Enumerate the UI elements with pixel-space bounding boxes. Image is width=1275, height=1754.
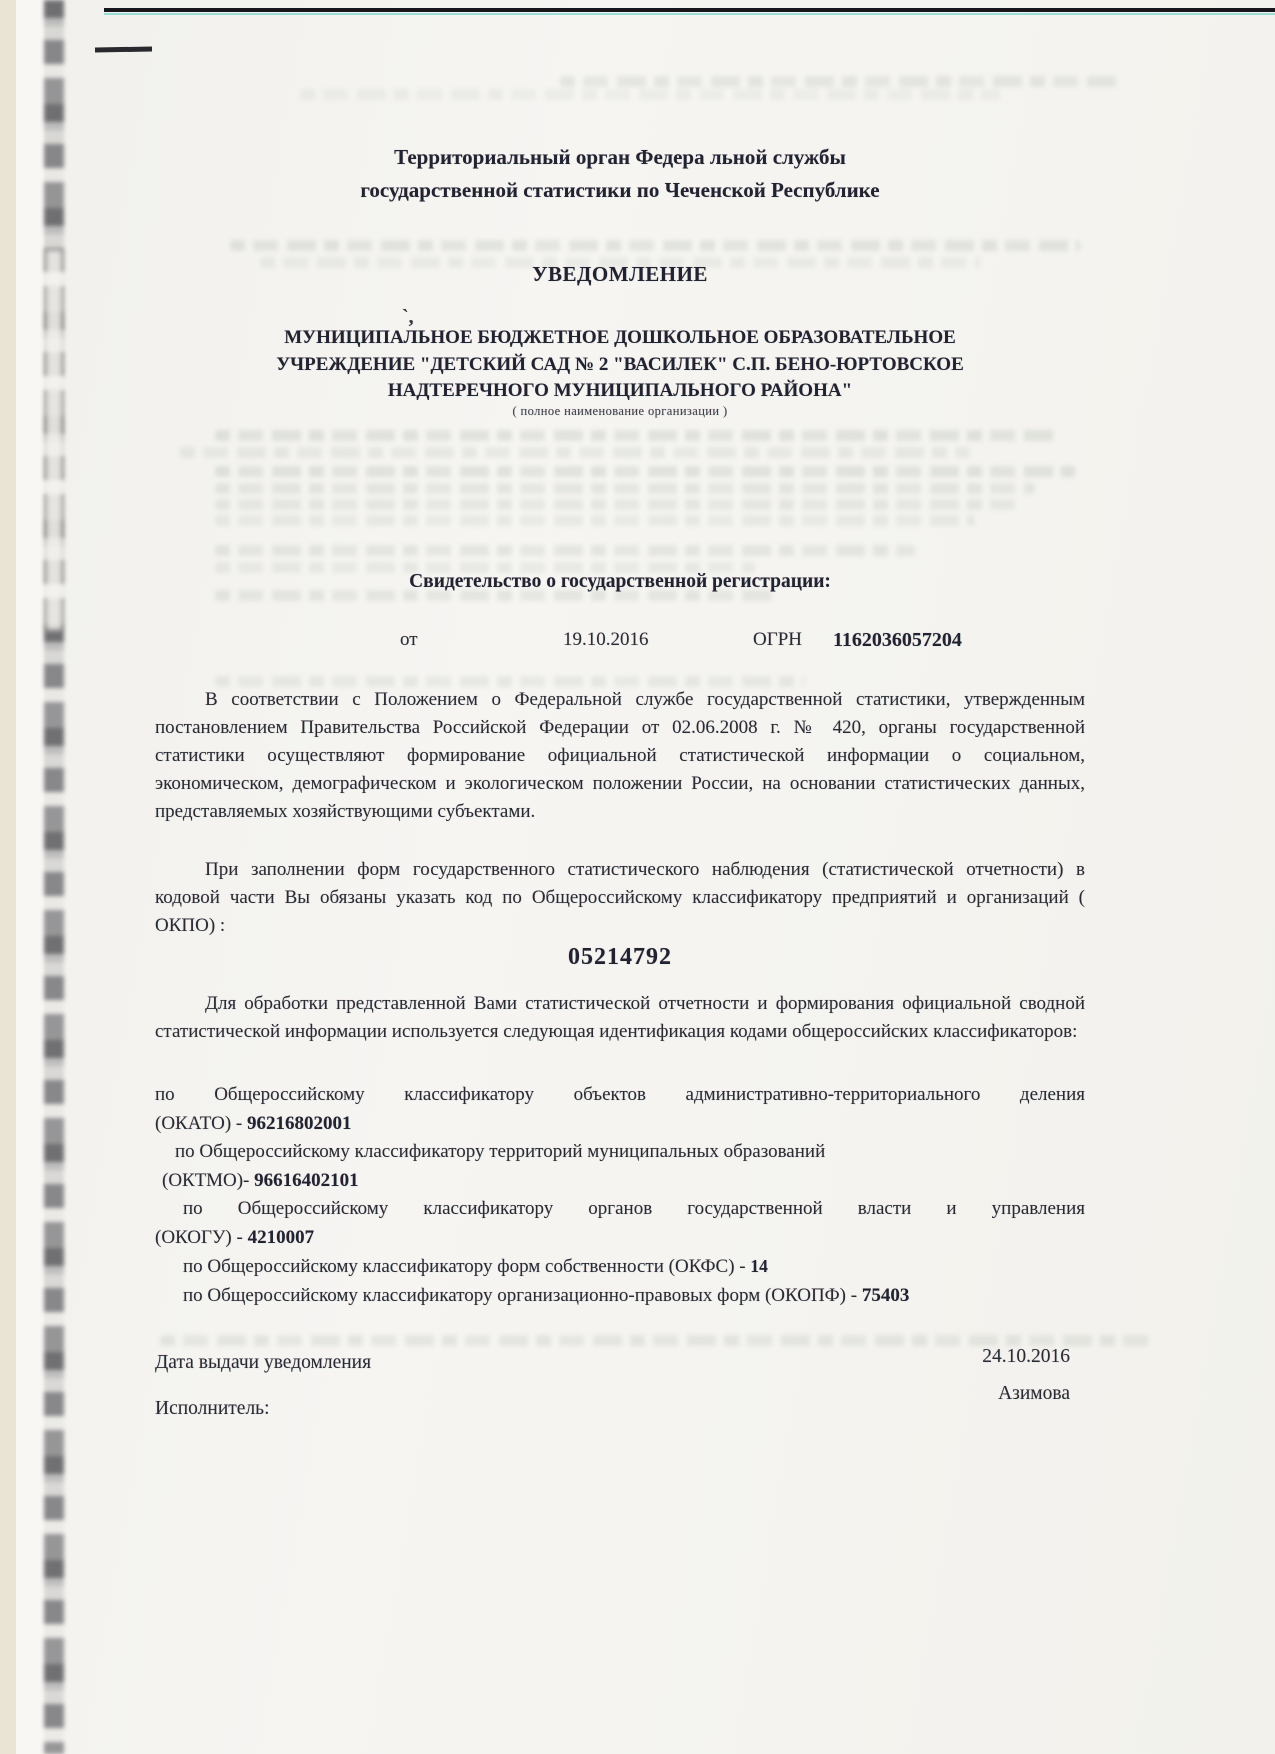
bleedthrough-line — [180, 447, 970, 458]
bleedthrough-line — [215, 466, 1075, 477]
bleedthrough-line — [215, 545, 915, 556]
classifier-okato-line2 — [155, 1110, 1085, 1139]
bleedthrough-line — [215, 499, 1015, 510]
paragraph-okpo-requirement: При заполнении форм государственного статистического наблюдения (статистической отчетности) в кодовой части Вы обязаны указать код по Общероссийскому классификатору предприятий и организаций ( ОКПО) : — [155, 859, 1085, 936]
document-title: УВЕДОМЛЕНИЕ — [532, 262, 708, 286]
bleedthrough-line — [215, 515, 975, 526]
bleedthrough-line — [160, 1335, 1150, 1346]
classifier-okfs-prefix: по Общероссийскому классификатору форм собственности (ОКФС) - — [183, 1256, 751, 1277]
classifier-okato-code: 96216802001 — [247, 1112, 352, 1134]
scan-top-edge-line — [104, 8, 1275, 12]
classifier-okopf-prefix: по Общероссийскому классификатору организационно-правовых форм (ОКОПФ) - — [183, 1284, 862, 1306]
recipient-name-line1: МУНИЦИПАЛЬНОЕ БЮДЖЕТНОЕ ДОШКОЛЬНОЕ ОБРАЗОВАТЕЛЬНОЕ — [284, 327, 956, 348]
registration-heading: Свидетельство о государственной регистрации: — [409, 571, 831, 592]
stray-ink-mark: `, — [402, 306, 414, 328]
classifier-okogu-code: 4210007 — [247, 1226, 315, 1248]
issue-date-label: Дата выдачи уведомления — [155, 1352, 372, 1373]
paragraph-statistics-regulation: В соответствии с Положением о Федеральной службе государственной статистики, утвержденным постановлением Правительства Российской Федерации от 02.06.2008 г. № 420, органы государственной статистики осуществляют формирование официальной статистической информации о социальном, экономическом, демографическом и экологическом положении России, на основании статистических данных, представляемых хозяйствующими субъектами. — [155, 689, 1085, 822]
executor-name: Азимова — [998, 1383, 1070, 1404]
issuing-authority-line2: государственной статистики по Чеченской Республике — [360, 178, 880, 202]
ogrn-label: ОГРН — [753, 629, 802, 650]
classifier-okogu-line1: по Общероссийскому классификатору органов государственной власти и управления — [183, 1198, 1085, 1219]
registration-date: 19.10.2016 — [563, 629, 649, 650]
classifier-oktmo-code: 96616402101 — [254, 1169, 359, 1191]
registration-from-label: от — [400, 629, 418, 650]
bleedthrough-line — [215, 430, 1055, 441]
recipient-organization-name — [155, 325, 1085, 405]
classifier-oktmo-line1: по Общероссийскому классификатору территорий муниципальных образований — [175, 1141, 826, 1162]
classifier-codes-list — [155, 1081, 1085, 1310]
scan-edge-cream-strip — [0, 0, 16, 1754]
issuing-authority-line1: Территориальный орган Федера льной службы — [394, 145, 846, 169]
bleedthrough-line — [300, 89, 1000, 100]
okpo-code: 05214792 — [568, 944, 672, 970]
issue-date-value: 24.10.2016 — [982, 1346, 1070, 1367]
ogrn-value: 1162036057204 — [833, 629, 962, 651]
classifier-okato-line1: по Общероссийскому классификатору объектов административно-территориального деления — [155, 1084, 1085, 1105]
classifier-okopf-code: 75403 — [861, 1284, 910, 1306]
classifier-okato-prefix: (ОКАТО) - — [155, 1112, 248, 1134]
scan-edge-gap — [16, 0, 44, 1754]
classifier-okopf-line — [155, 1282, 1085, 1311]
classifier-oktmo-prefix: (ОКТМО)- — [162, 1169, 255, 1191]
classifier-okfs-line — [155, 1252, 1085, 1282]
classifier-oktmo-line2 — [155, 1167, 1085, 1196]
scan-top-edge-cyan-fringe — [104, 13, 1275, 15]
bleedthrough-line — [215, 483, 1035, 494]
recipient-name-line2: УЧРЕЖДЕНИЕ "ДЕТСКИЙ САД № 2 "ВАСИЛЕК" С.П. БЕНО-ЮРТОВСКОЕ — [276, 353, 964, 375]
scan-corner-dash-mark — [95, 47, 152, 53]
bleedthrough-line — [230, 240, 1080, 251]
classifier-okogu-line2 — [155, 1224, 1085, 1253]
classifier-okogu-prefix: (ОКОГУ) - — [155, 1226, 248, 1248]
executor-label: Исполнитель: — [155, 1398, 270, 1419]
scan-binding-smudge-fade — [46, 250, 62, 630]
organization-name-caption: ( полное наименование организации ) — [512, 404, 728, 418]
classifier-okfs-code: 14 — [750, 1256, 768, 1276]
registration-details-row — [155, 629, 1085, 659]
recipient-name-line3: НАДТЕРЕЧНОГО МУНИЦИПАЛЬНОГО РАЙОНА" — [387, 380, 853, 401]
bleedthrough-line — [560, 76, 1120, 87]
paragraph-identification-codes: Для обработки представленной Вами статистической отчетности и формирования официальной сводной статистической информации используется следующая идентификация кодами общероссийских классификаторов: — [155, 993, 1085, 1042]
issuing-authority-header — [155, 141, 1085, 207]
